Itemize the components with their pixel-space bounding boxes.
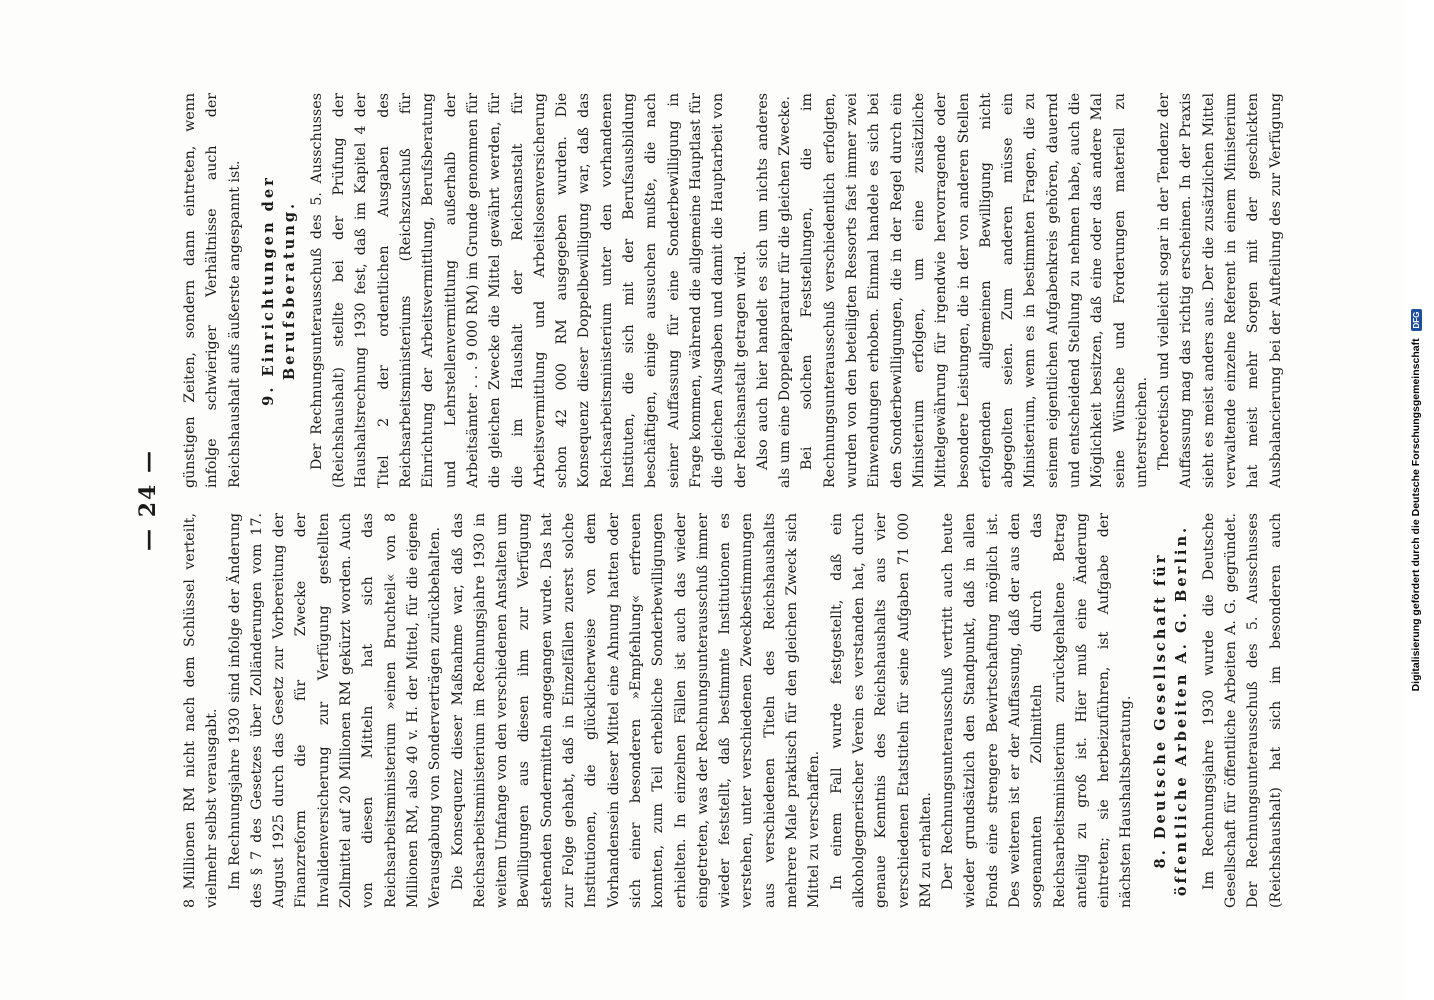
paragraph: Der Rechnungsunterausschuß des 5. Ausschusses (Reichshaushalt) stellte bei der Prüfung der Haushaltsrechnung 1930 fest, daß im Kapitel 4 der Titel 2 der ordentlichen Ausgaben des Reichsarbeitsministeriums (Reichszuschuß für Einrichtung der Arbeitsvermittlung, Berufsberatung und Lehrstellenvermittlung außerhalb der Arbeitsämter . . . 9 000 RM) im Grunde genommen für die gleichen Zwecke die Mittel gewährt werden, für die im Haushalt der Reichsanstalt für Arbeitsvermittlung und Arbeitslosenversicherung schon 42 000 RM ausgegeben wurden. Die Konsequenz dieser Doppelbewilligung war, daß das Reichsarbeitsministerium unter den vorhandenen Instituten, die sich mit der Berufsausbildung beschäftigen, einige aussuchen mußte, die nach seiner Auffassung für eine Sonderbewilligung in Frage kommen, während die allgemeine Hauptlast für die gleichen Ausgaben und damit die Hauptarbeit von der Reichsanstalt getragen wird. [308, 93, 749, 488]
section-heading: 9. Einrichtungen der Berufsberatung. [259, 175, 298, 406]
credit-text: Digitalisierung gefördert durch die Deutsche Forschungsgemeinschaft [1410, 338, 1422, 692]
left-text-column [179, 513, 1289, 908]
dfg-logo: DFG [1411, 309, 1422, 332]
paragraph: Bei solchen Feststellungen, die im Rechnungsunterausschuß verschiedentlich erfolgten, wurden von den beteiligten Ressorts fast immer zwei Einwendungen erhoben. Einmal handele es sich bei den Sonderbewilligungen, die in der Regel durch ein Ministerium erfolgen, um eine zusätzliche Mittelgewährung für irgendwie hervorragende oder besondere Leistungen, die in der von anderen Stellen erfolgenden allgemeinen Bewilligung nicht abgegolten seien. Zum anderen müsse ein Ministerium, wenn es in bestimmten Fragen, die zu seinem eigentlichen Aufgabenkreis gehören, dauernd und entscheidend Stellung zu nehmen habe, auch die Möglichkeit besitzen, daß eine oder das andere Mal seine Wünsche und Forderungen materiell zu unterstreichen. [799, 93, 1150, 488]
digitization-credit [1410, 10, 1428, 990]
section-heading: 8. Deutsche Gesellschaft für öffentliche Arbeiten A. G. Berlin. [1151, 524, 1190, 897]
paragraph: Im Rechnungsjahre 1930 wurde die Deutsche Gesellschaft für öffentliche Arbeiten A. G. gegründet. Der Rechnungsunterausschuß des 5. Ausschusses (Reichshaushalt) hat sich im besonderen auch [1200, 513, 1284, 908]
paragraph: Die Konsequenz dieser Maßnahme war, daß das Reichsarbeitsministerium im Rechnungsjahre 1930 in weitem Umfange von den verschiedenen Anstalten um Bewilligungen aus diesen ihm zur Verfügung stehenden Sondermitteln angegangen wurde. Das hat zur Folge gehabt, daß in Einzelfällen zuerst solche Institutionen, die glücklicherweise von dem Vorhandensein dieser Mittel eine Ahnung hatten oder sich einer besonderen »Empfehlung« erfreuen konnten, zum Teil erhebliche Sonderbewilligungen erhielten. In einzelnen Fällen ist auch das wieder eingetreten, was der Rechnungsunterausschuß immer wieder feststellt, daß bestimmte Institutionen es verstehen, unter verschiedenen Zweckbestimmungen aus verschiedenen Titeln des Reichshaushalts mehrere Male praktisch für den gleichen Zweck sich Mittel zu verschaffen. [449, 513, 823, 908]
rotated-document-page [127, 80, 1307, 920]
paragraph: Im Rechnungsjahre 1930 sind infolge der Änderung des § 7 des Gesetzes über Zolländerungen vom 17. August 1925 durch das Gesetz zur Vorbereitung der Finanzreform die für Zwecke der Invalidenversicherung zur Verfügung gestellten Zollmittel auf 20 Millionen RM gekürzt worden. Auch von diesen Mitteln hat sich das Reichsarbeitsministerium »einen Bruchteil« von 8 Millionen RM, also 40 v. H. der Mittel, für die eigene Verausgabung von Sonderverträgen zurückbehalten. [226, 513, 444, 908]
paragraph: günstigen Zeiten, sondern dann eintreten, wenn infolge schwieriger Verhältnisse auch der Reichshaushalt aufs äußerste angespannt ist. [182, 93, 243, 488]
paragraph: In einem Fall wurde festgestellt, daß ein alkoholgegnerischer Verein es verstanden hat, durch genaue Kenntnis des Reichshaushalts aus vier verschiedenen Etatstiteln für seine Aufgaben 71 000 RM zu erhalten. [828, 513, 934, 908]
digitization-credit-strip [1404, 0, 1434, 1000]
right-text-column [179, 93, 1289, 488]
page-number: — 24 — [135, 449, 161, 551]
paragraph: Theoretisch und vielleicht sogar in der Tendenz der Auffassung mag das richtig erscheinen. In der Praxis sieht es meist anders aus. Der die zusätzlichen Mittel verwaltende einzelne Referent in einem Ministerium hat meist mehr Sorgen mit der geschickten Ausbalancierung bei der Aufteilung des zur Verfügung [1156, 93, 1284, 488]
paragraph: Also auch hier handelt es sich um nichts anderes als um eine Doppelapparatur für die gleichen Zwecke. [754, 93, 794, 488]
paragraph: Der Rechnungsunterausschuß vertritt auch heute wieder grundsätzlich den Standpunkt, daß in allen Fonds eine strengere Bewirtschaftung möglich ist. Des weiteren ist er der Auffassung, daß der aus den sogenannten Zollmitteln durch das Reichsarbeitsministerium zurückgehaltene Betrag anteilig zu groß ist. Hier muß eine Änderung eintreten; sie herbeizuführen, ist Aufgabe der nächsten Haushaltsberatung. [940, 513, 1135, 908]
paragraph: 8 Millionen RM nicht nach dem Schlüssel verteilt, vielmehr selbst verausgabt. [182, 513, 221, 908]
